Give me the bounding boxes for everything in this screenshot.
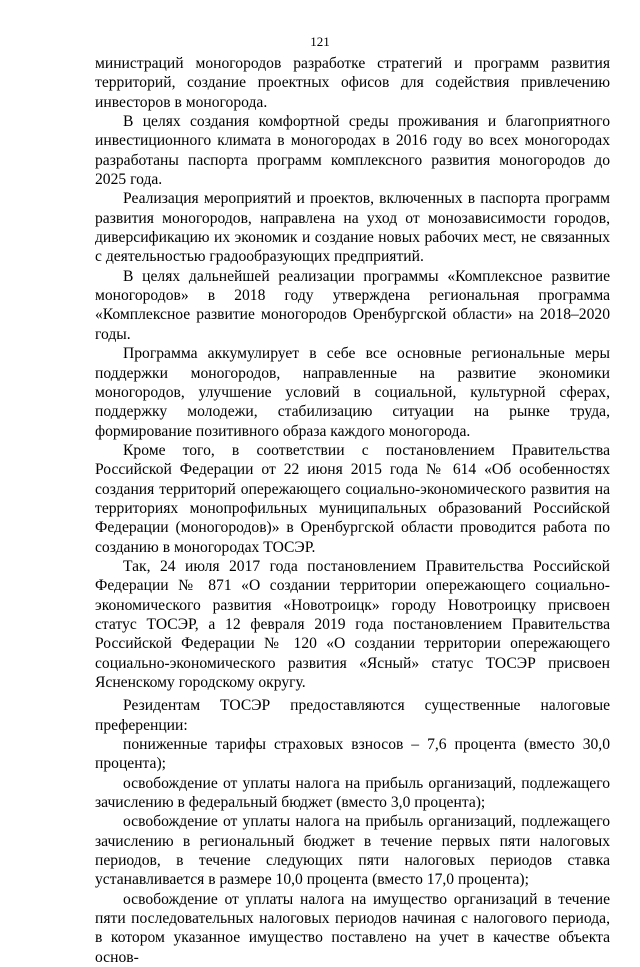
page-number: 121 <box>310 34 330 49</box>
list-item-regional-profit-tax: освобождение от уплаты налога на прибыль организаций, подлежащего зачислению в региональный бюджет в течение первых пяти налоговых периодов, в течение следующих пяти налоговых периодов ставка устанавливается в размере 10,0 процента (вместо 17,0 процента); <box>95 813 610 889</box>
list-item-property-tax: освобождение от уплаты налога на имущество организаций в течение пяти последовательных налоговых периодов начиная с налогового периода, в котором указанное имущество поставлено на учет в качестве объекта основ- <box>95 890 610 966</box>
list-item-insurance-rates: пониженные тарифы страховых взносов – 7,6 процента (вместо 30,0 процента); <box>95 736 610 773</box>
document-body <box>95 54 610 967</box>
paragraph-continuation: министраций моногородов разработке стратегий и программ развития территорий, создание проектных офисов для содействия привлечению инвесторов в моногорода. <box>95 55 610 111</box>
paragraph-program-support: Программа аккумулирует в себе все основные региональные меры поддержки моногородов, направленные на развитие экономики моногородов, улучшение условий в социальной, культурной сферах, поддержку молодежи, стабилизацию ситуации на рынке труда, формирование позитивного образа каждого моногорода. <box>95 345 610 440</box>
paragraph-regional-program: В целях дальнейшей реализации программы «Комплексное развитие моногородов» в 2018 году утверждена региональная программа «Комплексное развитие моногородов Оренбургской области» на 2018–2020 годы. <box>95 267 610 343</box>
paragraph-tosar-status: Так, 24 июля 2017 года постановлением Правительства Российской Федерации № 871 «О создании территории опережающего социально-экономического развития «Новотроицк» городу Новотроицку присвоен статус ТОСЭР, а 12 февраля 2019 года постановлением Правительства Российской Федерации № 120 «О создании территории опережающего социально-экономического развития «Ясный» статус ТОСЭР присвоен Ясненскому городскому округу. <box>95 557 610 691</box>
paragraph-comfort-environment: В целях создания комфортной среды проживания и благоприятного инвестиционного климата в моногородах в 2016 году во всех моногородах разработаны паспорта программ комплексного развития моногородов до 2025 года. <box>95 113 610 189</box>
paragraph-program-implementation: Реализация мероприятий и проектов, включенных в паспорта программ развития моногородов, направлена на уход от монозависимости городов, диверсификацию их экономик и создание новых рабочих мест, не связанных с деятельностью градообразующих предприятий. <box>95 190 610 266</box>
paragraph-tax-preferences: Резидентам ТОСЭР предоставляются существенные налоговые преференции: <box>95 697 610 734</box>
list-item-federal-profit-tax: освобождение от уплаты налога на прибыль организаций, подлежащего зачислению в федеральный бюджет (вместо 3,0 процента); <box>95 774 610 812</box>
paragraph-tosar-creation: Кроме того, в соответствии с постановлением Правительства Российской Федерации от 22 июня 2015 года № 614 «Об особенностях создания территорий опережающего социально-экономического развития на территориях монопрофильных муниципальных образований Российской Федерации (моногородов)» в Оренбургской области проводится работа по созданию в моногородах ТОСЭР. <box>95 441 610 556</box>
